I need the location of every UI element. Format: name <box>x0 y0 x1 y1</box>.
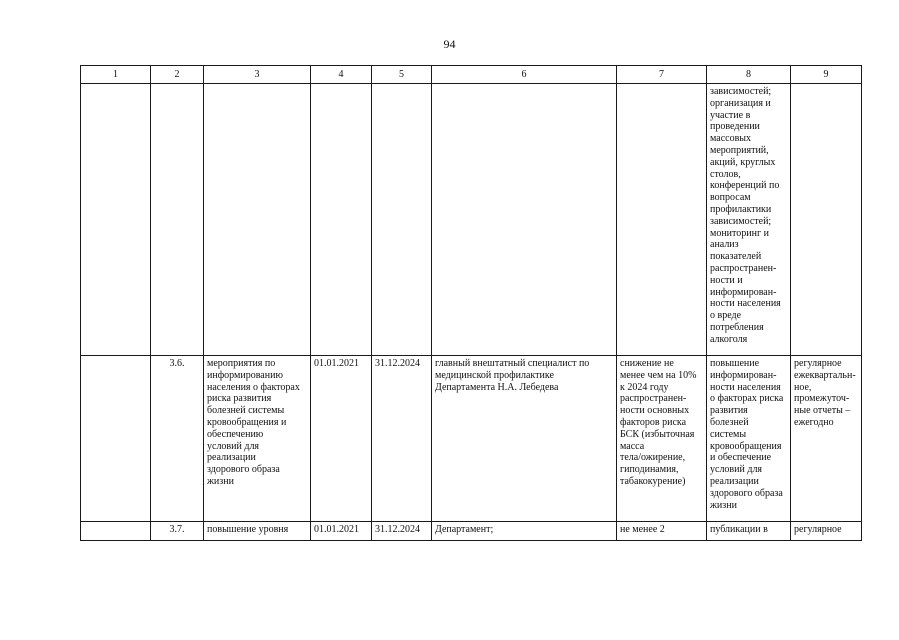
cell-col-1 <box>81 356 151 522</box>
table-row <box>81 356 862 522</box>
header-cell-1: 1 <box>81 66 151 84</box>
header-cell-7: 7 <box>617 66 707 84</box>
target-indicator: не менее 2 <box>617 522 707 541</box>
end-date: 31.12.2024 <box>372 356 432 522</box>
header-cell-3: 3 <box>204 66 311 84</box>
header-cell-2: 2 <box>151 66 204 84</box>
header-cell-9: 9 <box>791 66 862 84</box>
cell-col-9 <box>791 84 862 356</box>
cell-col-3 <box>204 84 311 356</box>
cell-col-8: зависимостей; организация и участие в проведении массовых мероприятий, акций, круглых столов, конференций по вопросам профилактики зависимостей; мониторинг и анализ показателей распространен- ности и информирован- ности населения о вреде потребления алкоголя <box>707 84 791 356</box>
reporting-frequency: регулярное <box>791 522 862 541</box>
header-cell-5: 5 <box>372 66 432 84</box>
header-cell-8: 8 <box>707 66 791 84</box>
activity-name: мероприятия по информированию населения о факторах риска развития болезней системы кровообращения и обеспечению условий для реализации здорового образа жизни <box>204 356 311 522</box>
table-header-row <box>81 66 862 84</box>
header-cell-6: 6 <box>432 66 617 84</box>
page-number: 94 <box>443 37 456 51</box>
activity-name: повышение уровня <box>204 522 311 541</box>
table-row <box>81 84 862 356</box>
expected-result: публикации в <box>707 522 791 541</box>
responsible-person: главный внештатный специалист по медицинской профилактике Департамента Н.А. Лебедева <box>432 356 617 522</box>
responsible-person: Департамент; <box>432 522 617 541</box>
cell-col-4 <box>311 84 372 356</box>
item-number: 3.6. <box>151 356 204 522</box>
reporting-frequency: регулярное ежеквартальн- ное, промежуточ- ные отчеты – ежегодно <box>791 356 862 522</box>
cell-col-1 <box>81 522 151 541</box>
target-indicator: снижение не менее чем на 10% к 2024 году распространен- ности основных факторов риска БСК (избыточная масса тела/ожирение, гиподинамия, табакокурение) <box>617 356 707 522</box>
header-cell-4: 4 <box>311 66 372 84</box>
cell-col-1 <box>81 84 151 356</box>
cell-col-2 <box>151 84 204 356</box>
start-date: 01.01.2021 <box>311 522 372 541</box>
expected-result: повышение информирован- ности населения о факторах риска развития болезней системы кровообращения и обеспечение условий для реализации здорового образа жизни <box>707 356 791 522</box>
cell-col-6 <box>432 84 617 356</box>
cell-col-7 <box>617 84 707 356</box>
plan-table <box>80 65 862 541</box>
start-date: 01.01.2021 <box>311 356 372 522</box>
item-number: 3.7. <box>151 522 204 541</box>
cell-col-5 <box>372 84 432 356</box>
table-row <box>81 522 862 541</box>
end-date: 31.12.2024 <box>372 522 432 541</box>
